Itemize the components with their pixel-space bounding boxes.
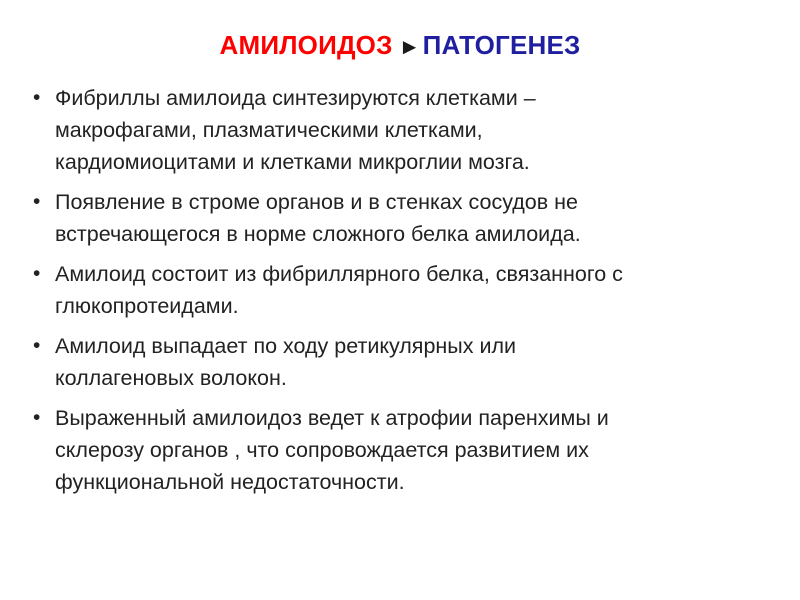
bullet-line: Фибриллы амилоида синтезируются клетками – [55,86,536,110]
bullet-dot-icon: • [33,262,41,285]
bullet-line: Амилоид выпадает по ходу ретикулярных или [55,334,517,358]
bullet-line: Появление в строме органов и в стенках сосудов не [55,190,578,214]
bullet-item [33,186,753,250]
bullet-line: кардиомиоцитами и клетками микроглии мозга. [55,150,530,174]
bullet-dot-icon: • [33,334,41,357]
bullet-line: функциональной недостаточности. [55,470,405,494]
bullet-line: коллагеновых волокон. [55,366,287,390]
title-pathogenesis: ПАТОГЕНЕЗ [422,30,581,60]
title-arrow-icon: ► [398,34,421,59]
bullet-line: встречающегося в норме сложного белка амилоида. [55,222,581,246]
bullet-line: Выраженный амилоидоз ведет к атрофии паренхимы и [55,406,609,430]
bullet-dot-icon: • [33,406,41,429]
bullet-item [33,258,753,322]
bullet-item [33,402,753,498]
bullet-line: макрофагами, плазматическими клетками, [55,118,483,142]
bullet-line: глюкопротеидами. [55,294,239,318]
bullet-item [33,82,753,178]
bullet-dot-icon: • [33,190,41,213]
bullet-item [33,330,753,394]
title-amyloidosis: АМИЛОИДОЗ [219,30,393,60]
bullet-line: склерозу органов , что сопровождается развитием их [55,438,589,462]
bullet-list [33,82,753,506]
slide-title [0,30,800,61]
bullet-line: Амилоид состоит из фибриллярного белка, связанного с [55,262,623,286]
bullet-dot-icon: • [33,86,41,109]
